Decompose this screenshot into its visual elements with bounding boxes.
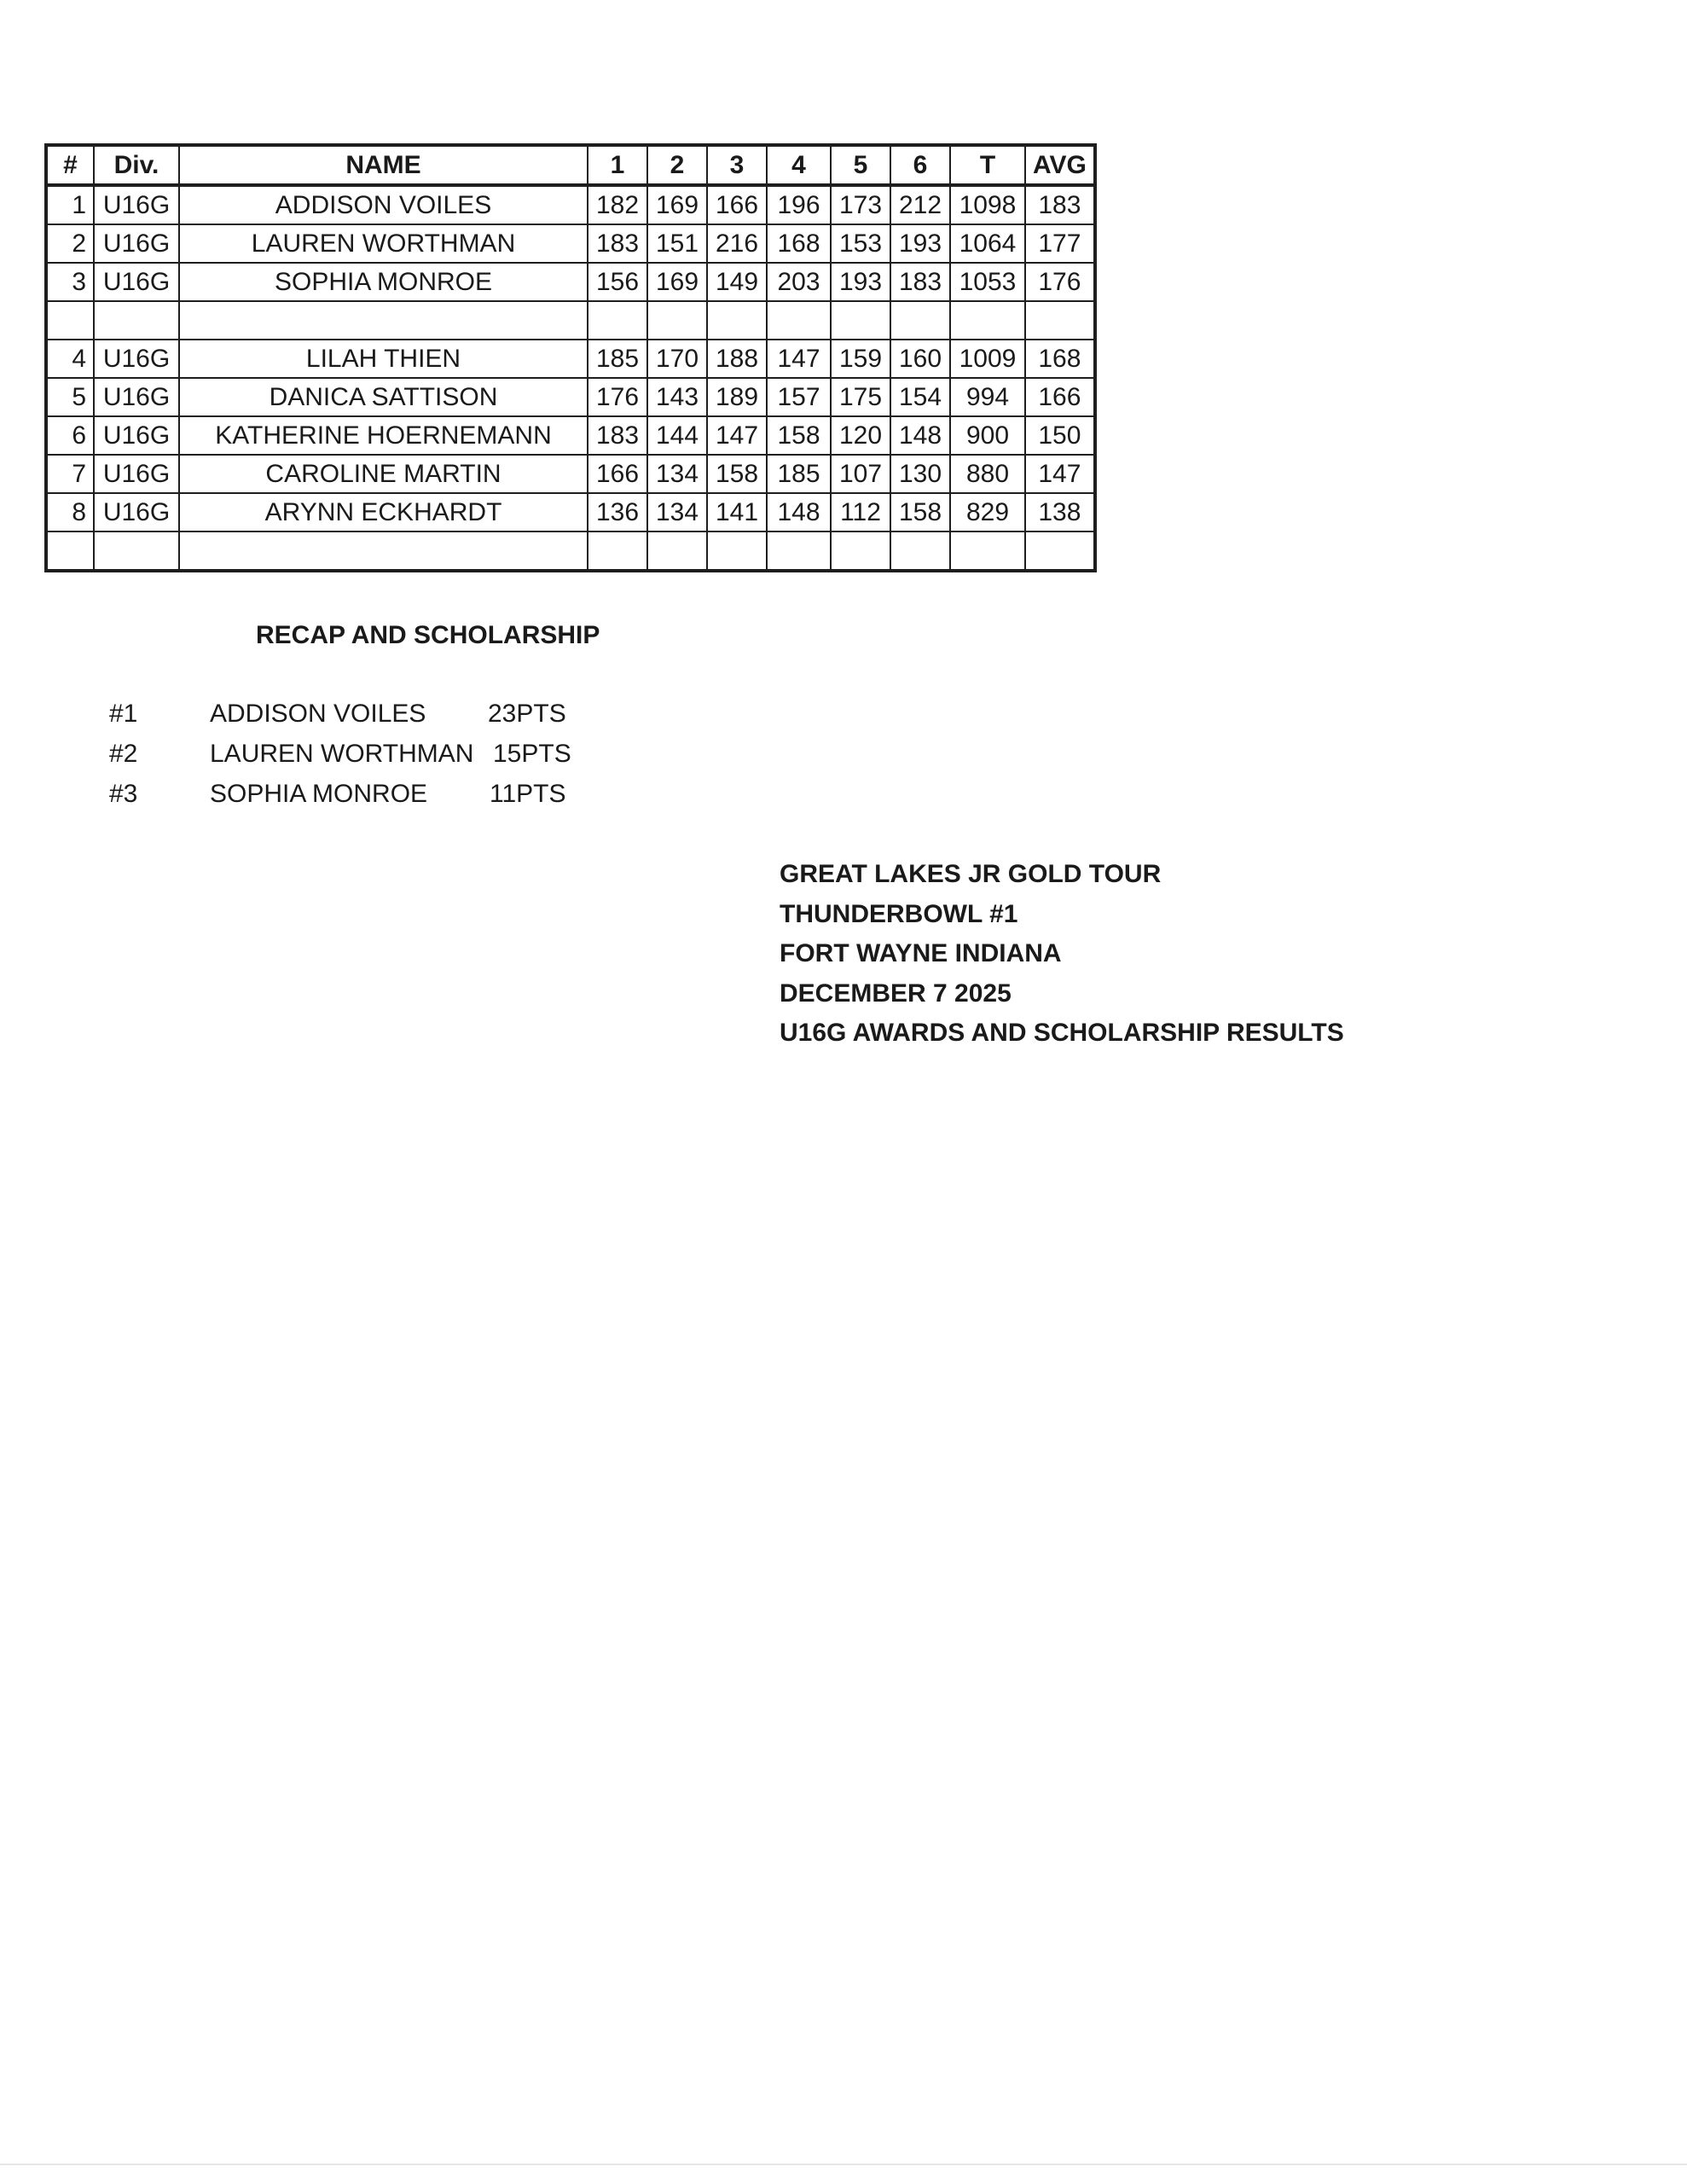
recap-rank: #2 [109, 740, 138, 768]
player-division: U16G [94, 493, 179, 531]
player-name [179, 301, 588, 340]
event-date: DECEMBER 7 2025 [780, 979, 1012, 1008]
table-row-blank [46, 301, 1095, 340]
game-2-score: 134 [647, 455, 707, 493]
average-score: 166 [1025, 378, 1095, 416]
game-3-score: 141 [707, 493, 767, 531]
total-score: 1009 [950, 340, 1025, 378]
game-6-score: 193 [890, 224, 950, 263]
table-row [46, 340, 1095, 378]
player-rank [46, 531, 94, 571]
recap-points: 15PTS [493, 740, 571, 768]
game-3-score: 189 [707, 378, 767, 416]
header-name: NAME [179, 145, 588, 185]
player-rank: 7 [46, 455, 94, 493]
player-rank: 2 [46, 224, 94, 263]
game-6-score: 158 [890, 493, 950, 531]
player-division: U16G [94, 455, 179, 493]
recap-points: 23PTS [488, 700, 566, 728]
table-row [46, 493, 1095, 531]
player-name: SOPHIA MONROE [179, 263, 588, 301]
event-tour: GREAT LAKES JR GOLD TOUR [780, 860, 1162, 888]
player-name: LAUREN WORTHMAN [179, 224, 588, 263]
event-subtitle: U16G AWARDS AND SCHOLARSHIP RESULTS [780, 1019, 1344, 1047]
game-6-score: 183 [890, 263, 950, 301]
game-2-score [647, 531, 707, 571]
total-score: 900 [950, 416, 1025, 455]
header-game-3: 3 [707, 145, 767, 185]
recap-name: ADDISON VOILES [210, 700, 426, 728]
player-name: ADDISON VOILES [179, 185, 588, 224]
total-score: 1053 [950, 263, 1025, 301]
results-table [44, 143, 1097, 572]
player-rank: 1 [46, 185, 94, 224]
player-rank: 8 [46, 493, 94, 531]
game-6-score: 148 [890, 416, 950, 455]
game-1-score [588, 531, 647, 571]
game-5-score: 153 [831, 224, 890, 263]
recap-rank: #3 [109, 780, 138, 808]
player-rank: 4 [46, 340, 94, 378]
game-4-score: 185 [767, 455, 831, 493]
header-game-5: 5 [831, 145, 890, 185]
average-score: 183 [1025, 185, 1095, 224]
game-5-score [831, 301, 890, 340]
player-division: U16G [94, 340, 179, 378]
total-score: 1064 [950, 224, 1025, 263]
player-name: KATHERINE HOERNEMANN [179, 416, 588, 455]
game-2-score: 143 [647, 378, 707, 416]
game-1-score: 183 [588, 224, 647, 263]
table-row [46, 416, 1095, 455]
recap-points: 11PTS [490, 780, 566, 808]
total-score: 1098 [950, 185, 1025, 224]
player-name [179, 531, 588, 571]
player-rank: 6 [46, 416, 94, 455]
total-score [950, 531, 1025, 571]
event-info [780, 855, 1344, 1054]
game-6-score [890, 531, 950, 571]
header-game-2: 2 [647, 145, 707, 185]
game-6-score: 160 [890, 340, 950, 378]
table-row [46, 224, 1095, 263]
game-1-score: 156 [588, 263, 647, 301]
game-1-score: 136 [588, 493, 647, 531]
player-rank: 3 [46, 263, 94, 301]
game-1-score: 166 [588, 455, 647, 493]
recap-rank: #1 [109, 700, 138, 728]
game-3-score: 216 [707, 224, 767, 263]
header-average: AVG [1025, 145, 1095, 185]
game-2-score: 170 [647, 340, 707, 378]
player-rank [46, 301, 94, 340]
player-division [94, 531, 179, 571]
game-4-score: 168 [767, 224, 831, 263]
recap-title: RECAP AND SCHOLARSHIP [256, 621, 600, 649]
game-3-score: 158 [707, 455, 767, 493]
table-row [46, 185, 1095, 224]
game-1-score: 183 [588, 416, 647, 455]
player-rank: 5 [46, 378, 94, 416]
game-2-score: 169 [647, 185, 707, 224]
table-header-row [46, 145, 1095, 185]
total-score: 994 [950, 378, 1025, 416]
player-name: DANICA SATTISON [179, 378, 588, 416]
player-name: CAROLINE MARTIN [179, 455, 588, 493]
player-division: U16G [94, 185, 179, 224]
game-4-score: 147 [767, 340, 831, 378]
game-5-score: 107 [831, 455, 890, 493]
average-score: 177 [1025, 224, 1095, 263]
game-1-score: 185 [588, 340, 647, 378]
average-score: 150 [1025, 416, 1095, 455]
player-division [94, 301, 179, 340]
game-3-score: 166 [707, 185, 767, 224]
table-row [46, 378, 1095, 416]
game-3-score [707, 531, 767, 571]
table-row [46, 263, 1095, 301]
player-division: U16G [94, 416, 179, 455]
game-4-score: 148 [767, 493, 831, 531]
header-game-4: 4 [767, 145, 831, 185]
game-5-score: 175 [831, 378, 890, 416]
game-3-score [707, 301, 767, 340]
player-division: U16G [94, 224, 179, 263]
game-3-score: 147 [707, 416, 767, 455]
average-score [1025, 531, 1095, 571]
header-total: T [950, 145, 1025, 185]
average-score [1025, 301, 1095, 340]
average-score: 138 [1025, 493, 1095, 531]
game-5-score: 193 [831, 263, 890, 301]
game-5-score: 112 [831, 493, 890, 531]
player-name: LILAH THIEN [179, 340, 588, 378]
game-6-score: 130 [890, 455, 950, 493]
game-5-score: 173 [831, 185, 890, 224]
game-2-score: 134 [647, 493, 707, 531]
player-name: ARYNN ECKHARDT [179, 493, 588, 531]
header-game-6: 6 [890, 145, 950, 185]
average-score: 176 [1025, 263, 1095, 301]
game-5-score [831, 531, 890, 571]
game-1-score: 176 [588, 378, 647, 416]
game-6-score [890, 301, 950, 340]
header-game-1: 1 [588, 145, 647, 185]
player-division: U16G [94, 263, 179, 301]
event-venue: THUNDERBOWL #1 [780, 899, 1018, 928]
total-score [950, 301, 1025, 340]
game-2-score: 151 [647, 224, 707, 263]
table-row-blank [46, 531, 1095, 571]
total-score: 829 [950, 493, 1025, 531]
game-4-score [767, 301, 831, 340]
game-1-score [588, 301, 647, 340]
game-4-score [767, 531, 831, 571]
game-2-score: 144 [647, 416, 707, 455]
game-4-score: 158 [767, 416, 831, 455]
average-score: 147 [1025, 455, 1095, 493]
game-2-score [647, 301, 707, 340]
game-1-score: 182 [588, 185, 647, 224]
game-2-score: 169 [647, 263, 707, 301]
game-6-score: 154 [890, 378, 950, 416]
header-division: Div. [94, 145, 179, 185]
recap-name: SOPHIA MONROE [210, 780, 428, 808]
game-5-score: 159 [831, 340, 890, 378]
page-edge-line [0, 2164, 1687, 2165]
table-row [46, 455, 1095, 493]
total-score: 880 [950, 455, 1025, 493]
game-3-score: 149 [707, 263, 767, 301]
game-4-score: 203 [767, 263, 831, 301]
average-score: 168 [1025, 340, 1095, 378]
game-4-score: 196 [767, 185, 831, 224]
game-6-score: 212 [890, 185, 950, 224]
game-4-score: 157 [767, 378, 831, 416]
player-division: U16G [94, 378, 179, 416]
header-rank: # [46, 145, 94, 185]
recap-name: LAUREN WORTHMAN [210, 740, 474, 768]
event-location: FORT WAYNE INDIANA [780, 939, 1062, 967]
game-3-score: 188 [707, 340, 767, 378]
game-5-score: 120 [831, 416, 890, 455]
